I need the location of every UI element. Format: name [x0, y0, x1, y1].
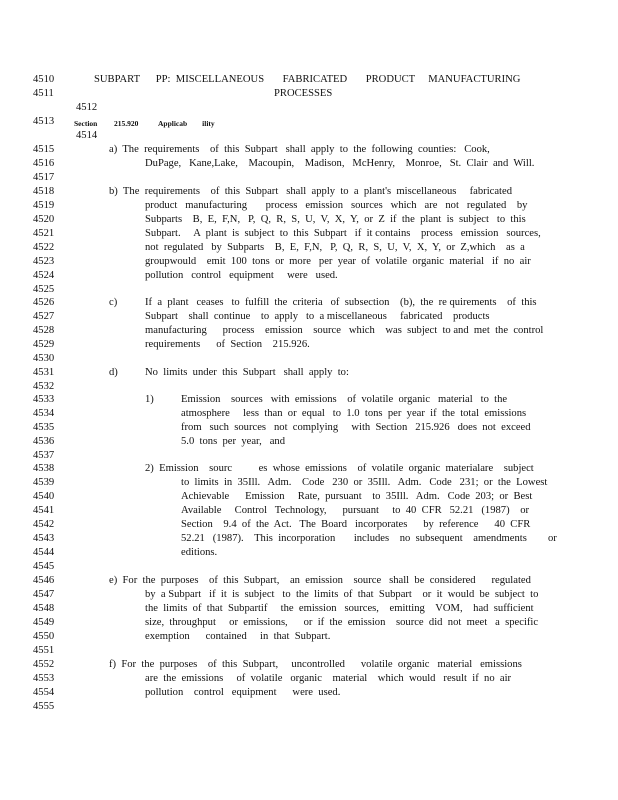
item-c-line: requirements of Section 215.926. [145, 339, 310, 350]
item-f-line: f) For the purposes of this Subpart, uncontrolled volatile organic material emissions [109, 659, 522, 670]
item-d-label: d) [109, 367, 118, 378]
item-d-line: No limits under this Subpart shall apply to: [145, 367, 349, 378]
item-d2-line: editions. [181, 547, 218, 558]
item-c-line: If a plant ceases to fulfill the criteria of subsection (b), the re quirements of this [145, 297, 537, 308]
line-number: 4524 [33, 270, 55, 281]
item-d1-line: atmosphere less than or equal to 1.0 tons per year if the total emissions [181, 408, 527, 419]
item-d1-line: from such sources not complying with Section 215.926 does not exceed [181, 422, 531, 433]
line-number: 4519 [33, 200, 55, 211]
item-d2-line: to limits in 35Ill. Adm. Code 230 or 35Ill. Adm. Code 231; or the Lowest [181, 477, 548, 488]
line-number: 4515 [33, 144, 55, 155]
line-number: 4543 [33, 533, 55, 544]
item-f-line: pollution control equipment were used. [145, 687, 341, 698]
section-title: Applicab ility [158, 119, 215, 128]
line-number: 4530 [33, 353, 55, 364]
line-number: 4511 [33, 88, 54, 99]
item-d2-line: 2) Emission sourc es whose emissions of volatile organic materialare subject [145, 463, 534, 474]
item-b-line: pollution control equipment were used. [145, 270, 338, 281]
line-number: 4523 [33, 256, 55, 267]
line-number: 4526 [33, 297, 55, 308]
line-number: 4535 [33, 422, 55, 433]
item-e-line: the limits of that Subpartif the emission sources, emitting VOM, had sufficient [145, 603, 534, 614]
item-c-line: Subpart shall continue to apply to a miscellaneous fabricated products [145, 311, 490, 322]
item-b-line: not regulated by Subparts B, E, F,N, P, Q, R, S, U, V, X, Y, or Z,which as a [145, 242, 525, 253]
line-number: 4533 [33, 394, 55, 405]
line-number: 4541 [33, 505, 55, 516]
item-b-line: Subpart. A plant is subject to this Subpart if it contains process emission sources, [145, 228, 541, 239]
line-number: 4550 [33, 631, 55, 642]
section-number: 215.920 [114, 119, 139, 128]
line-number: 4528 [33, 325, 55, 336]
line-number: 4552 [33, 659, 55, 670]
line-number: 4510 [33, 74, 55, 85]
line-number: 4549 [33, 617, 55, 628]
item-c-label: c) [109, 297, 118, 308]
line-number: 4548 [33, 603, 55, 614]
line-number: 4553 [33, 673, 55, 684]
line-number: 4527 [33, 311, 55, 322]
line-number: 4532 [33, 381, 55, 392]
item-d1-label: 1) [145, 394, 154, 405]
line-number: 4516 [33, 158, 55, 169]
item-b-line: groupwould emit 100 tons or more per year of volatile organic material if no air [145, 256, 531, 267]
line-number: 4522 [33, 242, 55, 253]
line-number: 4545 [33, 561, 55, 572]
item-b-line: product manufacturing process emission sources which are not regulated by [145, 200, 528, 211]
item-d2-line: Available Control Technology, pursuant to 40 CFR 52.21 (1987) or [181, 505, 530, 516]
line-number: 4517 [33, 172, 55, 183]
line-number: 4518 [33, 186, 55, 197]
line-number: 4551 [33, 645, 55, 656]
line-number: 4539 [33, 477, 55, 488]
section-label: Section [74, 119, 98, 128]
item-a-line: a) The requirements of this Subpart shall apply to the following counties: Cook, [109, 144, 490, 155]
line-number: 4520 [33, 214, 55, 225]
line-number: 4537 [33, 450, 55, 461]
item-e-line: by a Subpart if it is subject to the limits of that Subpart or it would be subject to [145, 589, 539, 600]
item-d2-line: Section 9.4 of the Act. The Board incorporates by reference 40 CFR [181, 519, 531, 530]
item-d2-line: 52.21 (1987). This incorporation includes no subsequent amendments or [181, 533, 557, 544]
item-f-line: are the emissions of volatile organic material which would result if no air [145, 673, 512, 684]
line-number: 4538 [33, 463, 55, 474]
subpart-heading-continued: PROCESSES [274, 88, 333, 99]
line-number: 4514 [76, 130, 98, 141]
item-a-line: DuPage, Kane,Lake, Macoupin, Madison, McHenry, Monroe, St. Clair and Will. [145, 158, 535, 169]
line-number: 4544 [33, 547, 55, 558]
item-b-line: b) The requirements of this Subpart shall apply to a plant's miscellaneous fabricated [109, 186, 513, 197]
item-d2-line: Achievable Emission Rate, pursuant to 35Ill. Adm. Code 203; or Best [181, 491, 533, 502]
line-number: 4512 [76, 102, 98, 113]
subpart-heading: SUBPART PP: MISCELLANEOUS FABRICATED PRODUCT MANUFACTURING [94, 74, 521, 85]
line-number: 4521 [33, 228, 55, 239]
line-number: 4513 [33, 116, 55, 127]
line-number: 4525 [33, 284, 55, 295]
item-e-line: exemption contained in that Subpart. [145, 631, 331, 642]
line-number: 4536 [33, 436, 55, 447]
line-number: 4534 [33, 408, 55, 419]
line-number: 4540 [33, 491, 55, 502]
line-number: 4529 [33, 339, 55, 350]
item-d1-line: 5.0 tons per year, and [181, 436, 286, 447]
line-number: 4554 [33, 687, 55, 698]
line-number: 4547 [33, 589, 55, 600]
item-c-line: manufacturing process emission source which was subject to and met the control [145, 325, 544, 336]
item-b-line: Subparts B, E, F,N, P, Q, R, S, U, V, X, Y, or Z if the plant is subject to this [145, 214, 526, 225]
line-number: 4546 [33, 575, 55, 586]
item-e-line: e) For the purposes of this Subpart, an emission source shall be considered regulated [109, 575, 531, 586]
line-number: 4542 [33, 519, 55, 530]
item-e-line: size, throughput or emissions, or if the emission source did not meet a specific [145, 617, 539, 628]
item-d1-line: Emission sources with emissions of volatile organic material to the [181, 394, 508, 405]
line-number: 4555 [33, 701, 55, 712]
line-number: 4531 [33, 367, 55, 378]
